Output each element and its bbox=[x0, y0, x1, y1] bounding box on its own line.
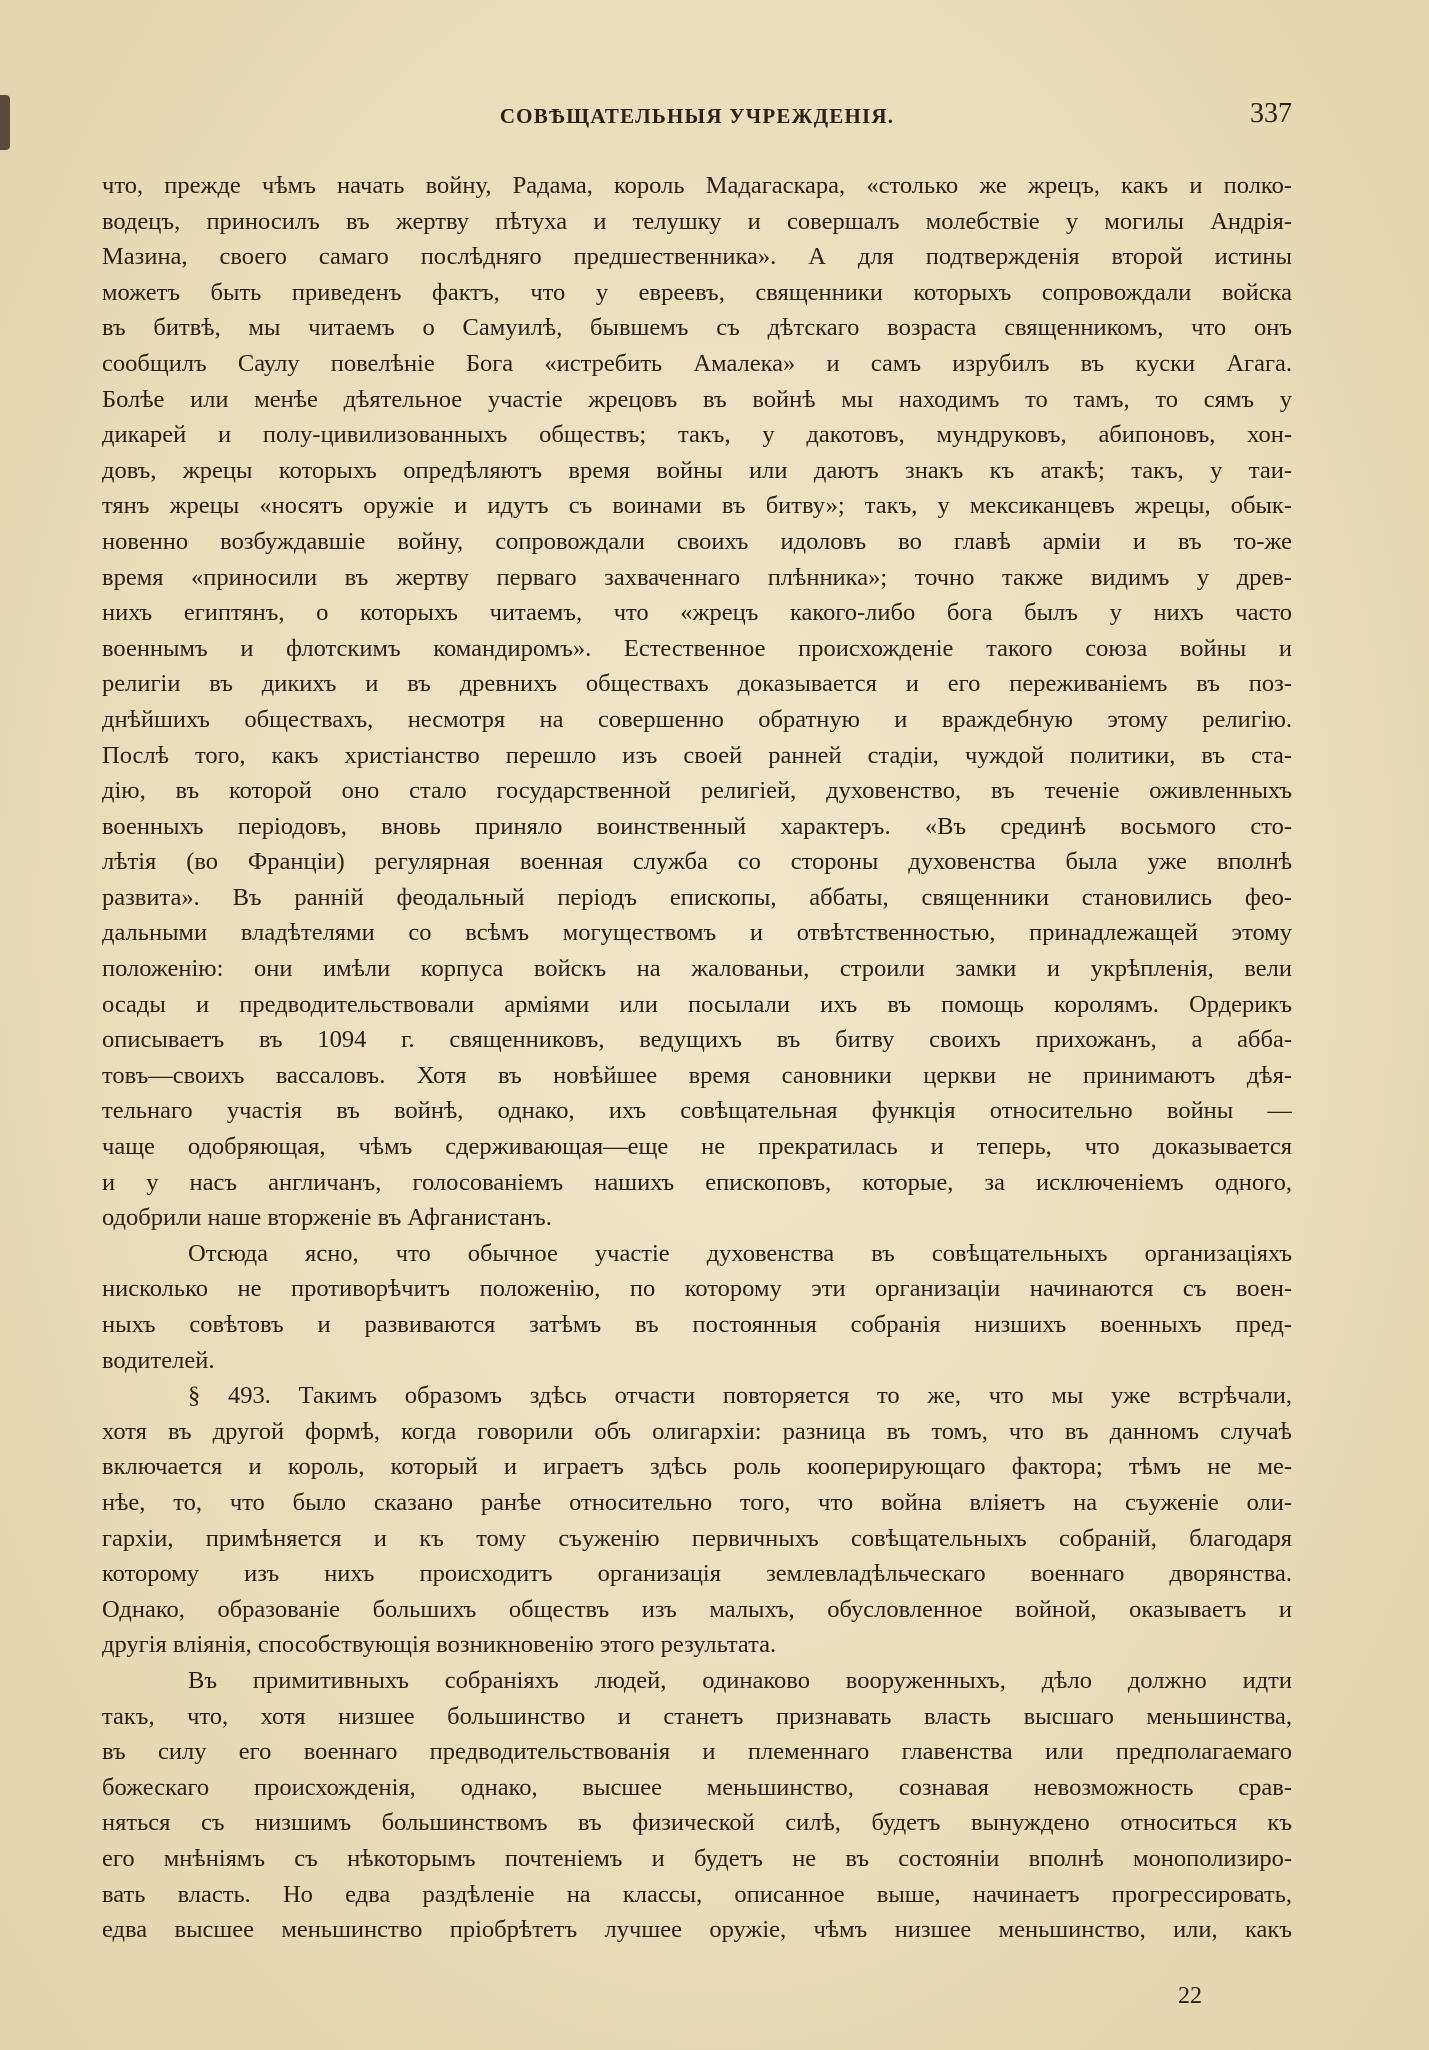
text-line: едва высшее меньшинство пріобрѣтетъ лучшее оружіе, чѣмъ низшее меньшинство, или, какъ bbox=[102, 1916, 1292, 1944]
text-line: такъ, что, хотя низшее большинство и станетъ признавать власть высшаго меньшинства, bbox=[102, 1702, 1292, 1730]
paragraph-start-line: Отсюда ясно, что обычное участіе духовенства въ совѣщательныхъ организаціяхъ bbox=[188, 1239, 1292, 1267]
paragraph-end-line: одобрили наше вторженіе въ Афганистанъ. bbox=[102, 1204, 552, 1232]
body-text bbox=[102, 168, 1292, 1948]
text-line: нихъ египтянъ, о которыхъ читаемъ, что «жрецъ какого-либо бога былъ у нихъ часто bbox=[102, 599, 1292, 627]
text-line: сообщилъ Саулу повелѣніе Бога «истребить Амалека» и самъ изрубилъ въ куски Агага. bbox=[102, 349, 1292, 377]
section-start-line: § 493. Такимъ образомъ здѣсь отчасти повторяется то же, что мы уже встрѣчали, bbox=[188, 1382, 1292, 1410]
text-line: включается и король, который и играетъ здѣсь роль кооперирующаго фактора; тѣмъ не ме- bbox=[102, 1453, 1292, 1481]
text-line: товъ—своихъ вассаловъ. Хотя въ новѣйшее время сановники церкви не принимаютъ дѣя- bbox=[102, 1061, 1292, 1089]
paragraph-start-line: Въ примитивныхъ собраніяхъ людей, одинаково вооруженныхъ, дѣло должно идти bbox=[188, 1666, 1292, 1694]
text-line: военнымъ и флотскимъ командиромъ». Естественное происхожденіе такого союза войны и bbox=[102, 634, 1292, 662]
text-line: дикарей и полу-цивилизованныхъ обществъ; такъ, у дакотовъ, мундруковъ, абипоновъ, хон- bbox=[102, 421, 1292, 449]
text-line: днѣйшихъ обществахъ, несмотря на совершенно обратную и враждебную этому религію. bbox=[102, 705, 1292, 733]
text-line: божескаго происхожденія, однако, высшее меньшинство, сознавая невозможность срав- bbox=[102, 1773, 1292, 1801]
text-line: Однако, образованіе большихъ обществъ изъ малыхъ, обусловленное войной, оказываетъ и bbox=[102, 1595, 1292, 1623]
text-line: военныхъ періодовъ, вновь приняло воинственный характеръ. «Въ срединѣ восьмого сто- bbox=[102, 812, 1292, 840]
text-line: описываетъ въ 1094 г. священниковъ, ведущихъ въ битву своихъ прихожанъ, а абба- bbox=[102, 1026, 1292, 1054]
paragraph-end-line: водителей. bbox=[102, 1346, 215, 1374]
binding-mark bbox=[0, 95, 10, 150]
printer-signature-mark: 22 bbox=[1178, 1983, 1202, 2009]
running-title: СОВѢЩАТЕЛЬНЫЯ УЧРЕЖДЕНІЯ. bbox=[499, 104, 895, 128]
text-line: Послѣ того, какъ христіанство перешло изъ своей ранней стадіи, чуждой политики, въ ста- bbox=[102, 741, 1292, 769]
paragraph-end-line: другія вліянія, способствующія возникновенію этого результата. bbox=[102, 1631, 777, 1659]
text-line: тянъ жрецы «носятъ оружіе и идутъ съ воинами въ битву»; такъ, у мексиканцевъ жрецы, обык- bbox=[102, 492, 1292, 520]
text-line: Болѣе или менѣе дѣятельное участіе жрецовъ въ войнѣ мы находимъ то тамъ, то сямъ у bbox=[102, 385, 1292, 413]
text-line: время «приносили въ жертву перваго захваченнаго плѣнника»; точно также видимъ у древ- bbox=[102, 563, 1292, 591]
text-line: и у насъ англичанъ, голосованіемъ нашихъ епископовъ, которые, за исключеніемъ одного, bbox=[102, 1168, 1292, 1196]
text-line: его мнѣніямъ съ нѣкоторымъ почтеніемъ и будетъ не въ состояніи вполнѣ монополизиро- bbox=[102, 1844, 1292, 1872]
text-line: дальными владѣтелями со всѣмъ могуществомъ и отвѣтственностью, принадлежащей этому bbox=[102, 919, 1292, 947]
text-line: положенію: они имѣли корпуса войскъ на жалованьи, строили замки и укрѣпленія, вели bbox=[102, 955, 1292, 983]
text-line: Мазина, своего самаго послѣдняго предшественника». А для подтвержденія второй истины bbox=[102, 243, 1292, 271]
text-line: гархіи, примѣняется и къ тому съуженію первичныхъ совѣщательныхъ собраній, благодаря bbox=[102, 1524, 1292, 1552]
page-number: 337 bbox=[1250, 98, 1292, 129]
text-line: няться съ низшимъ большинствомъ въ физической силѣ, будетъ вынуждено относиться къ bbox=[102, 1809, 1292, 1837]
text-line: чаще одобряющая, чѣмъ сдерживающая—еще не прекратилась и теперь, что доказывается bbox=[102, 1133, 1292, 1161]
text-line: что, прежде чѣмъ начать войну, Радама, король Мадагаскара, «столько же жрецъ, какъ и полко- bbox=[102, 172, 1292, 199]
running-header bbox=[102, 98, 1292, 134]
text-line: лѣтія (во Франціи) регулярная военная служба со стороны духовенства была уже вполнѣ bbox=[102, 848, 1292, 876]
text-line: можетъ быть приведенъ фактъ, что у евреевъ, священники которыхъ сопровождали войска bbox=[102, 278, 1292, 306]
text-line: въ силу его военнаго предводительствованія и племеннаго главенства или предполагаемаго bbox=[102, 1738, 1292, 1766]
text-line: нисколько не противорѣчитъ положенію, по которому эти организаціи начинаются съ воен- bbox=[102, 1275, 1292, 1303]
text-line: тельнаго участія въ войнѣ, однако, ихъ совѣщательная функція относительно войны — bbox=[102, 1097, 1292, 1125]
text-line: ныхъ совѣтовъ и развиваются затѣмъ въ постоянныя собранія низшихъ военныхъ пред- bbox=[102, 1311, 1292, 1338]
text-line: вать власть. Но едва раздѣленіе на классы, описанное выше, начинаетъ прогрессировать, bbox=[102, 1880, 1292, 1908]
text-line: въ битвѣ, мы читаемъ о Самуилѣ, бывшемъ съ дѣтскаго возраста священникомъ, что онъ bbox=[102, 314, 1292, 342]
text-line: хотя въ другой формѣ, когда говорили объ олигархіи: разница въ томъ, что въ данномъ случаѣ bbox=[102, 1417, 1292, 1445]
text-line: дію, въ которой оно стало государственной религіей, духовенство, въ теченіе оживленныхъ bbox=[102, 777, 1292, 805]
text-line: водецъ, приносилъ въ жертву пѣтуха и телушку и совершалъ молебствіе у могилы Андрія- bbox=[102, 207, 1292, 235]
text-line: религіи въ дикихъ и въ древнихъ обществахъ доказывается и его переживаніемъ въ поз- bbox=[102, 670, 1292, 698]
text-line: нѣе, то, что было сказано ранѣе относительно того, что война вліяетъ на съуженіе оли- bbox=[102, 1488, 1292, 1516]
text-line: которому изъ нихъ происходитъ организація землевладѣльческаго военнаго дворянства. bbox=[102, 1560, 1292, 1588]
text-line: новенно возбуждавшіе войну, сопровождали своихъ идоловъ во главѣ арміи и въ то-же bbox=[102, 527, 1292, 555]
text-line: осады и предводительствовали арміями или посылали ихъ въ помощь королямъ. Ордерикъ bbox=[102, 990, 1292, 1018]
text-line: довъ, жрецы которыхъ опредѣляютъ время войны или даютъ знакъ къ атакѣ; такъ, у таи- bbox=[102, 456, 1292, 484]
text-line: развита». Въ ранній феодальный періодъ епископы, аббаты, священники становились фео- bbox=[102, 883, 1292, 911]
